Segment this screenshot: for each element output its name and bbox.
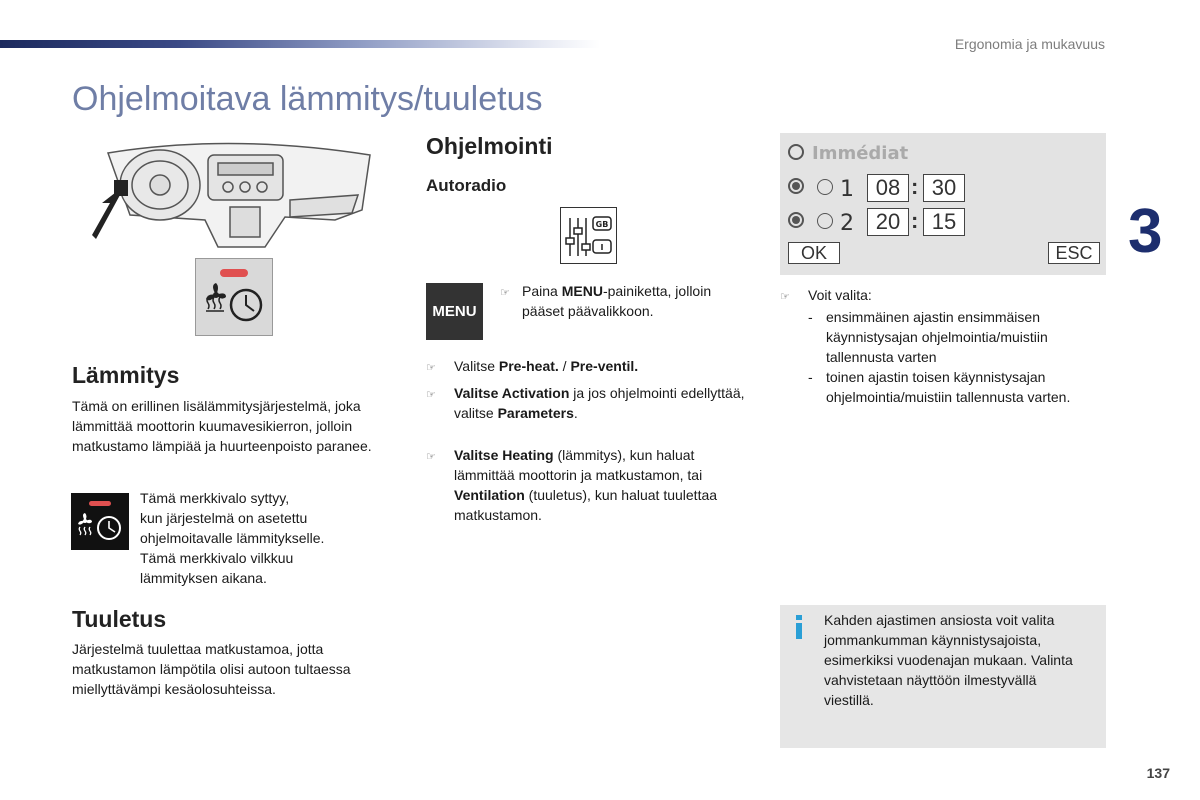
timer-1-hour: 08 — [867, 174, 909, 202]
timer-2-hour: 20 — [867, 208, 909, 236]
esc-softkey: ESC — [1048, 242, 1100, 264]
pointer-icon: ☞ — [426, 389, 436, 401]
clock-icon — [817, 213, 833, 229]
heading-ohjelmointi: Ohjelmointi — [426, 133, 553, 159]
timer-2-minute: 15 — [923, 208, 965, 236]
voit-valita-item-1: ensimmäinen ajastin ensimmäisen käynnistysajan ohjelmointia/muistiin tallennusta varten — [826, 309, 1048, 365]
autoradio-icon-label-bottom: I — [600, 243, 604, 252]
heating-indicator-icon — [71, 493, 129, 550]
radio-empty-icon — [788, 144, 804, 160]
timer-1-minute: 30 — [923, 174, 965, 202]
subheading-autoradio: Autoradio — [426, 176, 507, 195]
timer-1-colon: : — [911, 174, 919, 199]
section-header: Ergonomia ja mukavuus — [954, 36, 1105, 52]
chapter-number: 3 — [1128, 197, 1163, 266]
heating-indicator-illustration — [195, 258, 273, 336]
pointer-icon: ☞ — [780, 291, 790, 303]
pointer-icon: ☞ — [500, 287, 510, 299]
autoradio-settings-icon — [560, 207, 617, 264]
voit-valita-block: ☞ Voit valita: - ensimmäinen ajastin ensimmäisen käynnistysajan ohjelmointia/muistiin tallennusta varten - toinen ajastin toisen käynnistysajan ohjelmointia/muistiin tallennusta varten. — [780, 285, 1110, 407]
heading-lammitys: Lämmitys — [72, 362, 180, 388]
voit-valita-item-2: toinen ajastin toisen käynnistysajan ohjelmointia/muistiin tallennusta varten. — [826, 369, 1071, 405]
clock-icon — [817, 179, 833, 195]
tuuletus-paragraph: Järjestelmä tuulettaa matkustamoa, jotta matkustamon lämpötila olisi autoon tultaessa miellyttävämpi kesäolosuhteissa. — [72, 641, 351, 697]
timer-2-colon: : — [911, 208, 919, 233]
step-2: ☞ Valitse Pre-heat. / Pre-ventil. — [426, 356, 746, 378]
indicator-line-2: kun järjestelmä on asetettu — [140, 510, 308, 526]
page-number: 137 — [1146, 765, 1170, 781]
indicator-line-1: Tämä merkkivalo syttyy, — [140, 490, 290, 506]
pointer-icon: ☞ — [426, 362, 436, 374]
autoradio-icon-label-top: GB — [595, 220, 609, 229]
timer-1-row: 1 — [788, 177, 854, 202]
info-box — [780, 605, 1106, 748]
timer-2-row: 2 — [788, 211, 854, 236]
lammitys-paragraph: Tämä on erillinen lisälämmitysjärjestelmä, joka lämmittää moottorin kuumavesikierron, jolloin matkustamo lämpiää ja huurteenpoisto paranee. — [72, 398, 372, 454]
radio-selected-icon — [788, 212, 804, 228]
header-gradient-bar — [0, 40, 600, 48]
info-text: Kahden ajastimen ansiosta voit valita jommankumman käynnistysajoista, esimerkiksi vuodenajan mukaan. Valinta vahvistetaan näyttöön ilmestyvällä viestillä. — [824, 612, 1073, 708]
indicator-line-5: lämmityksen aikana. — [140, 570, 267, 586]
indicator-line-4: Tämä merkkivalo vilkkuu — [140, 550, 294, 566]
step-4: ☞ Valitse Heating (lämmitys), kun haluat lämmittää moottorin ja matkustamon, tai Ventilation (tuuletus), kun haluat tuulettaa matkustamon. — [426, 447, 718, 523]
info-icon — [794, 615, 804, 639]
ok-softkey: OK — [788, 242, 840, 264]
step-1: ☞ Paina MENU-painiketta, jolloin pääset päävalikkoon. — [500, 283, 712, 319]
radio-selected-icon — [788, 178, 804, 194]
dashboard-illustration — [90, 135, 380, 250]
heading-tuuletus: Tuuletus — [72, 606, 167, 632]
indicator-description — [140, 488, 385, 588]
page-title: Ohjelmoitava lämmitys/tuuletus — [72, 80, 543, 118]
menu-button: MENU — [426, 283, 483, 340]
timer-screen-illustration — [780, 133, 1106, 275]
immediate-option: Immédiat — [788, 143, 908, 164]
indicator-line-3: ohjelmoitavalle lämmitykselle. — [140, 530, 325, 546]
step-3: ☞ Valitse Activation ja jos ohjelmointi edellyttää, valitse Parameters. — [426, 385, 745, 421]
pointer-icon: ☞ — [426, 451, 436, 463]
